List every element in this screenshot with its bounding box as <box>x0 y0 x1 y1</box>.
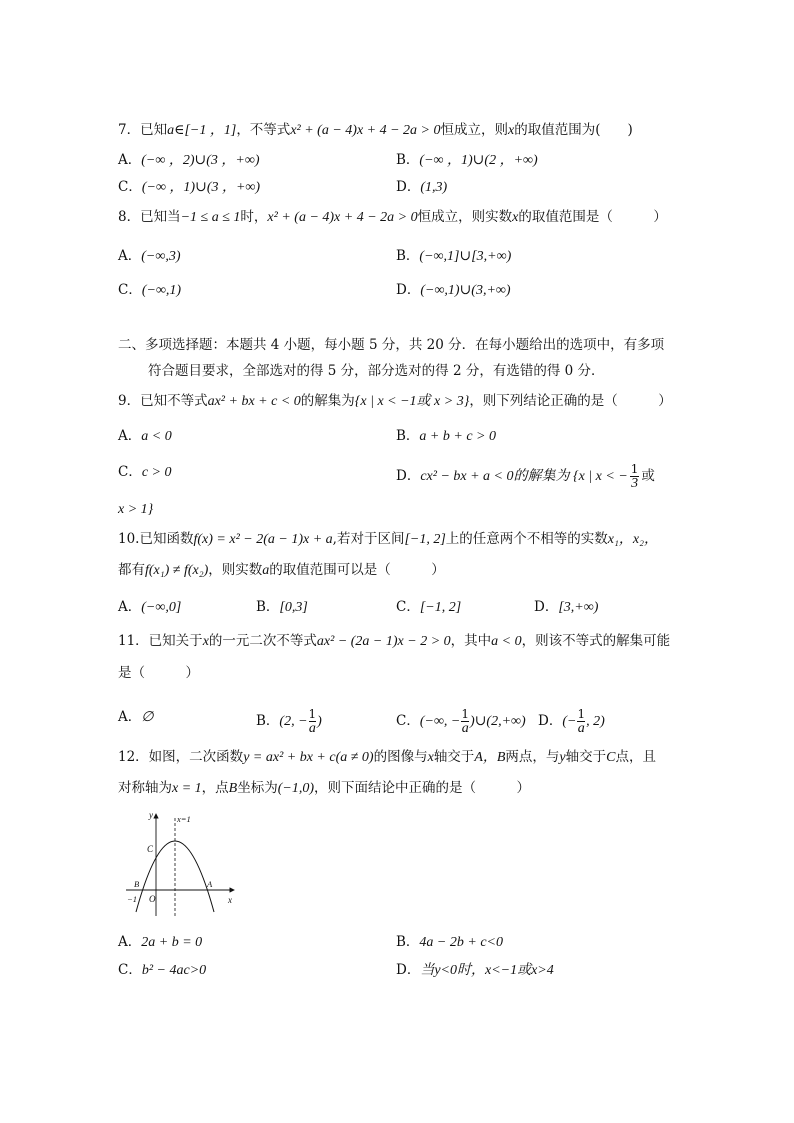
q12-option-d: D．当y<0时，x<−1或x>4 <box>396 962 554 978</box>
q10-option-c: C．[−1, 2] <box>396 599 462 615</box>
q9-option-d-continued: x > 1} <box>118 502 154 517</box>
origin-label: O <box>149 894 156 904</box>
q10-option-b: B．[0,3] <box>256 599 308 615</box>
q10-stem-line2: 都有f(x₁) ≠ f(x₂)，则实数a的取值范围可以是（ ） <box>118 562 445 578</box>
point-b-label: B <box>134 879 140 889</box>
q7-option-d: D．(1,3) <box>396 179 448 195</box>
q11-stem: 11．已知关于x的一元二次不等式ax² − (2a − 1)x − 2 > 0，其中a < 0，则该不等式的解集可能 <box>118 633 671 649</box>
q8-option-c: C．(−∞,1) <box>118 282 182 298</box>
x-axis-label: x <box>228 895 232 905</box>
q8-stem: 8．已知当−1 ≤ a ≤ 1时，x² + (a − 4)x + 4 − 2a > 0恒成立，则实数x的取值范围是（ ） <box>118 209 667 225</box>
q7-option-c: C．(−∞ ，1)∪(3 ，+∞) <box>118 179 261 195</box>
q10-stem: 10.已知函数f(x) = x² − 2(a − 1)x + a,若对于区间[−1, 2]上的任意两个不相等的实数x₁，x₂， <box>118 531 658 547</box>
neg-one-label: −1 <box>127 894 137 904</box>
q12-option-a: A．2a + b = 0 <box>118 934 203 950</box>
q7-option-b: B．(−∞ ，1)∪(2 ，+∞) <box>396 152 538 168</box>
q12-option-b: B．4a − 2b + c<0 <box>396 934 503 950</box>
q12-option-c: C．b² − 4ac>0 <box>118 962 207 978</box>
q11-option-c: C．(−∞, − $\frac{1}{a}$ )∪(2,+∞) <box>396 707 526 736</box>
q7-stem: 7．已知a∈[−1 ，1]，不等式x² + (a − 4)x + 4 − 2a > 0恒成立，则x的取值范围为( ) <box>118 122 633 138</box>
q11-option-a: A．∅ <box>118 709 154 725</box>
q9-option-c: C．c > 0 <box>118 464 172 480</box>
q10-option-d: D．[3,+∞) <box>534 599 599 615</box>
parabola-figure <box>118 810 243 920</box>
q9-option-a: A．a < 0 <box>118 428 172 444</box>
q11-option-b: B．(2, − $\frac{1}{a}$ ) <box>256 707 322 736</box>
point-a-label: A <box>207 879 213 889</box>
fraction: $\frac{1}{3}$ <box>630 462 639 491</box>
q9-option-b: B．a + b + c > 0 <box>396 428 496 444</box>
q8-option-b: B．(−∞,1]∪[3,+∞) <box>396 248 512 264</box>
section-heading-line1: 二、多项选择题：本题共 4 小题，每小题 5 分，共 20 分．在每小题给出的选项中，有多项 <box>118 337 665 353</box>
y-axis-label: y <box>149 810 153 820</box>
q12-stem: 12．如图，二次函数y = ax² + bx + c(a ≠ 0)的图像与x轴交于A，B两点，与y轴交于C点，且 <box>118 749 656 765</box>
q12-stem-line2: 对称轴为x = 1，点B坐标为(−1,0)，则下面结论中正确的是（ ） <box>118 780 531 796</box>
fraction: $\frac{1}{a}$ <box>308 707 317 736</box>
q9-option-d: D．cx² − bx + a < 0的解集为 {x | x < − $\frac{1}{3}$ 或 <box>396 462 655 491</box>
q8-option-a: A．(−∞,3) <box>118 248 181 264</box>
q7-option-a: A．(−∞ ，2)∪(3 ，+∞) <box>118 152 260 168</box>
point-c-label: C <box>147 844 154 854</box>
symmetry-axis-label: x=1 <box>177 814 191 824</box>
fraction: $\frac{1}{a}$ <box>461 707 470 736</box>
q11-stem-line2: 是（ ） <box>118 665 199 681</box>
section-heading-line2: 符合题目要求，全部选对的得 5 分，部分选对的得 2 分，有选错的得 0 分． <box>148 363 605 379</box>
q9-stem: 9．已知不等式ax² + bx + c < 0的解集为{x | x < −1或 x > 3}，则下列结论正确的是（ ） <box>118 393 672 409</box>
q10-option-a: A．(−∞,0] <box>118 599 182 615</box>
q8-option-d: D．(−∞,1)∪(3,+∞) <box>396 282 511 298</box>
q11-option-d: D．(− $\frac{1}{a}$ , 2) <box>538 707 605 736</box>
fraction: $\frac{1}{a}$ <box>577 707 586 736</box>
